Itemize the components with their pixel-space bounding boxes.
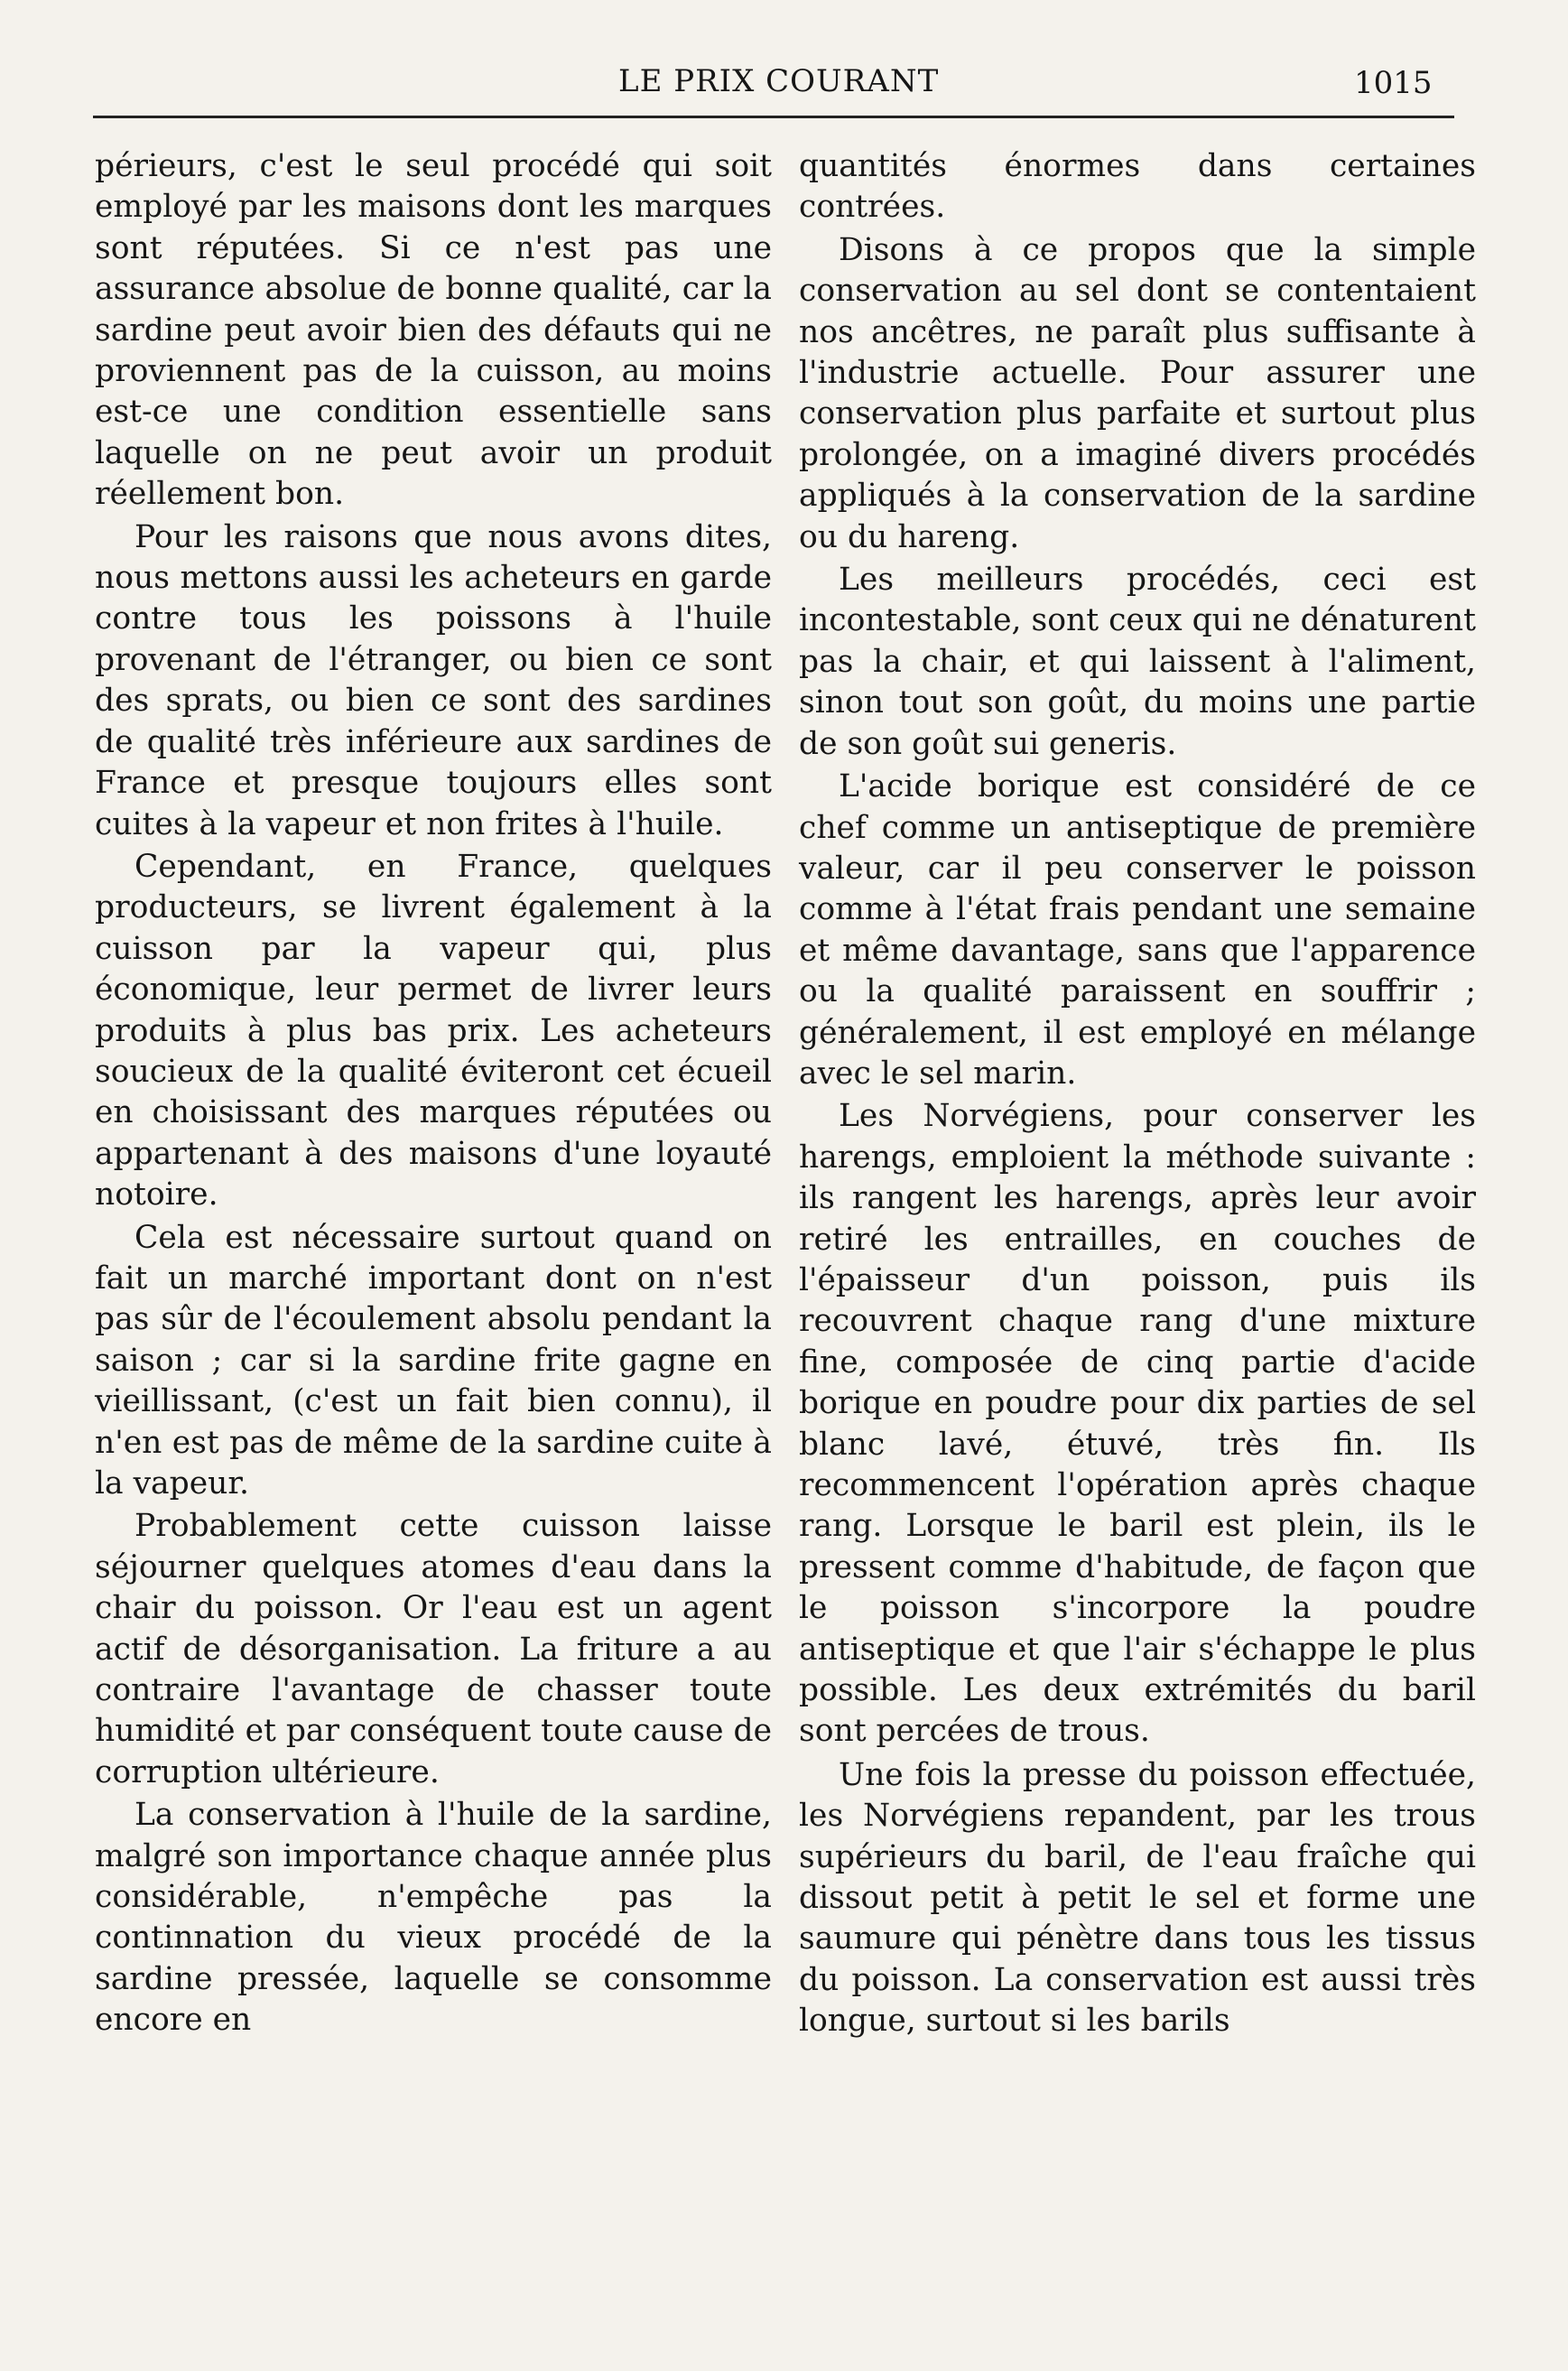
paragraph: Pour les raisons que nous avons dites, nous mettons aussi les acheteurs en garde contre tous les poissons à l'huile provenant de l'étranger, ou bien ce sont des sprats, ou bien ce sont des sardines de qualité très inférieure aux sardines de France et presque toujours elles sont cuites à la vapeur et non frites à l'huile. (95, 518, 772, 842)
paragraph: Les Norvégiens, pour conserver les harengs, emploient la méthode suivante : ils rangent les harengs, après leur avoir retiré les entrailles, en couches de l'épaisseur d'un poisson, puis ils recouvrent chaque rang d'une mixture fine, composée de cinq partie d'acide borique en poudre pour dix parties de sel blanc lavé, étuvé, très fin. Ils recommencent l'opération après chaque rang. Lorsque le baril est plein, ils le pressent comme d'habitude, de façon que le poisson s'incorpore la poudre antiseptique et que l'air s'échappe le plus possible. Les deux extrémités du baril sont percées de trous. (799, 1098, 1476, 1750)
page-number: 1015 (1354, 65, 1433, 101)
paragraph: L'acide borique est considéré de ce chef comme un antiseptique de première valeur, car il peu conserver le poisson comme à l'état frais pendant une semaine et même davantage, sans que l'apparence ou la qualité paraissent en souffrir ; généralement, il est employé en mélange avec le sel marin. (799, 768, 1476, 1092)
paragraph: Probablement cette cuisson laisse séjourner quelques atomes d'eau dans la chair du poisson. Or l'eau est un agent actif de désorganisation. La friture a au contraire l'avantage de chasser toute humidité et par conséquent toute cause de corruption ultérieure. (95, 1508, 772, 1790)
paragraph: Cependant, en France, quelques producteurs, se livrent également à la cuisson par la vapeur qui, plus économique, leur permet de livrer leurs produits à plus bas prix. Les acheteurs soucieux de la qualité éviteront cet écueil en choisissant des marques réputées ou appartenant à des maisons d'une loyauté notoire. (95, 848, 772, 1213)
right-column (799, 146, 1476, 2042)
paragraph: Disons à ce propos que la simple conservation au sel dont se contentaient nos ancêtres, ne paraît plus suffisante à l'industrie actuelle. Pour assurer une conservation plus parfaite et surtout plus prolongée, on a imaginé divers procédés appliqués à la conservation de la sardine ou du hareng. (799, 231, 1476, 555)
paragraph: quantités énormes dans certaines contrées. (799, 148, 1476, 226)
paragraph: La conservation à l'huile de la sardine, malgré son importance chaque année plus considérable, n'empêche pas la continnation du vieux procédé de la sardine pressée, laquelle se consomme encore en (95, 1797, 772, 2039)
left-column (95, 146, 772, 2041)
page-header (0, 54, 1568, 108)
running-title: LE PRIX COURANT (618, 63, 940, 99)
header-rule (93, 116, 1454, 118)
paragraph: Cela est nécessaire surtout quand on fait un marché important dont on n'est pas sûr de l'écoulement absolu pendant la saison ; car si la sardine frite gagne en vieillissant, (c'est un fait bien connu), il n'en est pas de même de la sardine cuite à la vapeur. (95, 1219, 772, 1502)
paragraph: Une fois la presse du poisson effectuée, les Norvégiens repandent, par les trous supérieurs du baril, de l'eau fraîche qui dissout petit à petit le sel et forme une saumure qui pénètre dans tous les tissus du poisson. La conservation est aussi très longue, surtout si les barils (799, 1756, 1476, 2040)
paragraph: Les meilleurs procédés, ceci est incontestable, sont ceux qui ne dénaturent pas la chair, et qui laissent à l'aliment, sinon tout son goût, du moins une partie de son goût sui generis. (799, 562, 1476, 762)
paragraph: périeurs, c'est le seul procédé qui soit employé par les maisons dont les marques sont réputées. Si ce n'est pas une assurance absolue de bonne qualité, car la sardine peut avoir bien des défauts qui ne proviennent pas de la cuisson, au moins est-ce une condition essentielle sans laquelle on ne peut avoir un produit réellement bon. (95, 148, 772, 513)
